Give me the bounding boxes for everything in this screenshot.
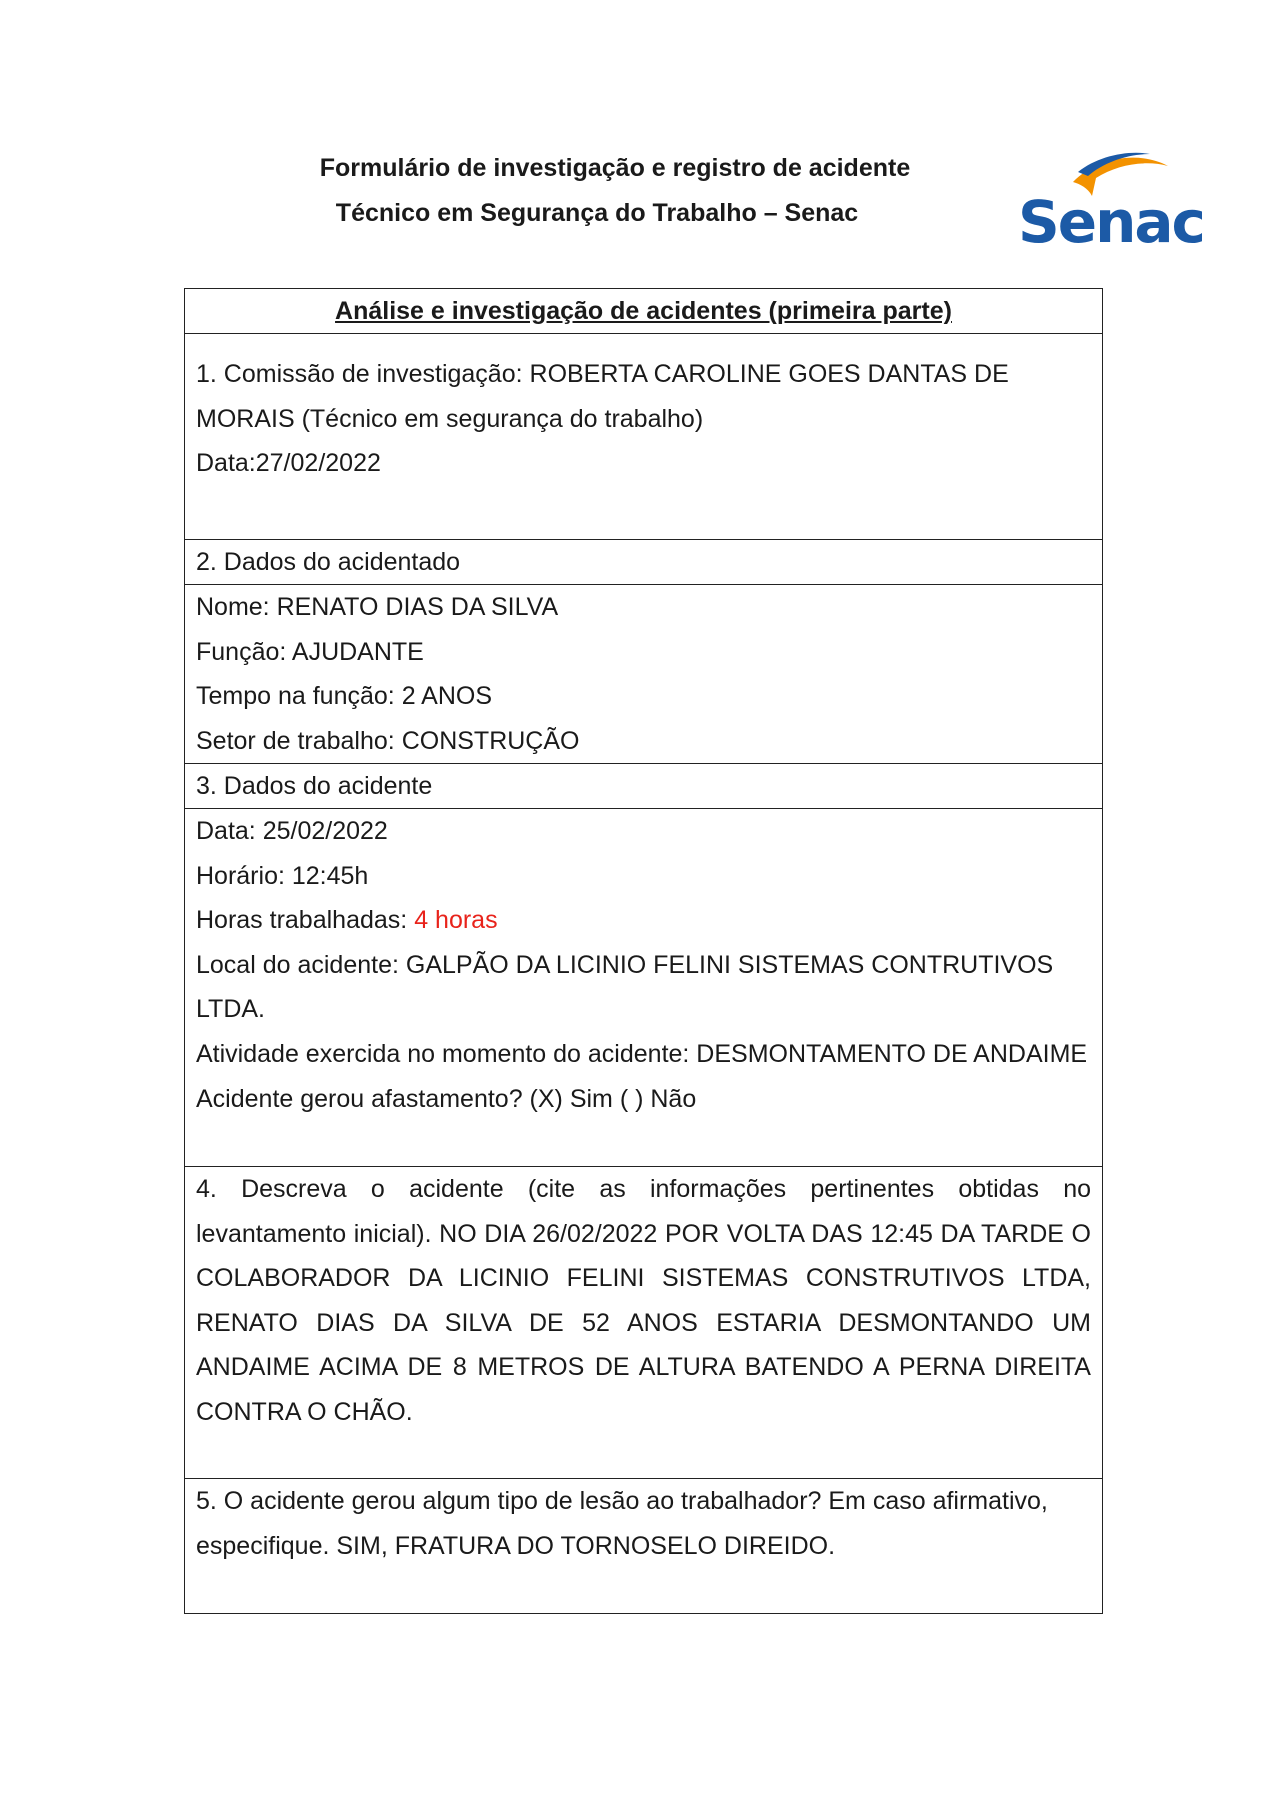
hours-worked-value: 4 horas — [414, 906, 498, 935]
victim-time-in-role: Tempo na função: 2 ANOS — [196, 682, 493, 711]
committee-line-2: MORAIS (Técnico em segurança do trabalho) — [196, 404, 704, 433]
section-victim-data — [185, 585, 1102, 764]
accident-location: Local do acidente: GALPÃO DA LICINIO FELINI SISTEMAS CONTRUTIVOS LTDA. — [196, 950, 1054, 1024]
accident-leave: Acidente gerou afastamento? (X) Sim ( ) Não — [196, 1084, 697, 1113]
committee-line-1: 1. Comissão de investigação: ROBERTA CAROLINE GOES DANTAS DE — [196, 360, 1009, 388]
section-injury: 5. O acidente gerou algum tipo de lesão ao trabalhador? Em caso afirmativo, especifique. SIM, FRATURA DO TORNOSELO DIREIDO. — [196, 1487, 1048, 1560]
section-accident-title: 3. Dados do acidente — [185, 764, 1102, 809]
section-investigation-committee — [185, 334, 1102, 540]
accident-time: Horário: 12:45h — [196, 861, 369, 890]
hours-worked — [196, 898, 1091, 943]
section-accident-description: 4. Descreva o acidente (cite as informações pertinentes obtidas no levantamento inicial). NO DIA 26/02/2022 POR VOLTA DAS 12:45 DA TARDE O COLABORADOR DA LICINIO FELINI SISTEMAS CONSTRUTIVOS LTDA, RENATO DIAS DA SILVA DE 52 ANOS ESTARIA DESMONTANDO UM ANDAIME ACIMA DE 8 METROS DE ALTURA BATENDO A PERNA DIREITA CONTRA O CHÃO. — [185, 1167, 1102, 1479]
senac-logo — [1018, 148, 1204, 256]
victim-name: Nome: RENATO DIAS DA SILVA — [196, 593, 559, 621]
accident-date: Data: 25/02/2022 — [196, 817, 388, 845]
section-victim-title: 2. Dados do acidentado — [185, 540, 1102, 585]
form-title: Formulário de investigação e registro de acidente — [319, 154, 911, 182]
form-subtitle: Técnico em Segurança do Trabalho – Senac — [335, 199, 859, 227]
senac-logo-wordmark: Senac — [1018, 188, 1204, 256]
accident-form-table — [184, 288, 1103, 1614]
victim-role: Função: AJUDANTE — [196, 637, 424, 666]
accident-activity: Atividade exercida no momento do acidente: DESMONTAMENTO DE ANDAIME — [196, 1039, 1088, 1068]
victim-sector: Setor de trabalho: CONSTRUÇÃO — [196, 726, 580, 755]
committee-date: Data:27/02/2022 — [196, 449, 381, 478]
section-accident-data — [185, 809, 1102, 1167]
hours-worked-label: Horas trabalhadas: — [196, 906, 415, 935]
table-heading: Análise e investigação de acidentes (primeira parte) — [185, 289, 1102, 334]
